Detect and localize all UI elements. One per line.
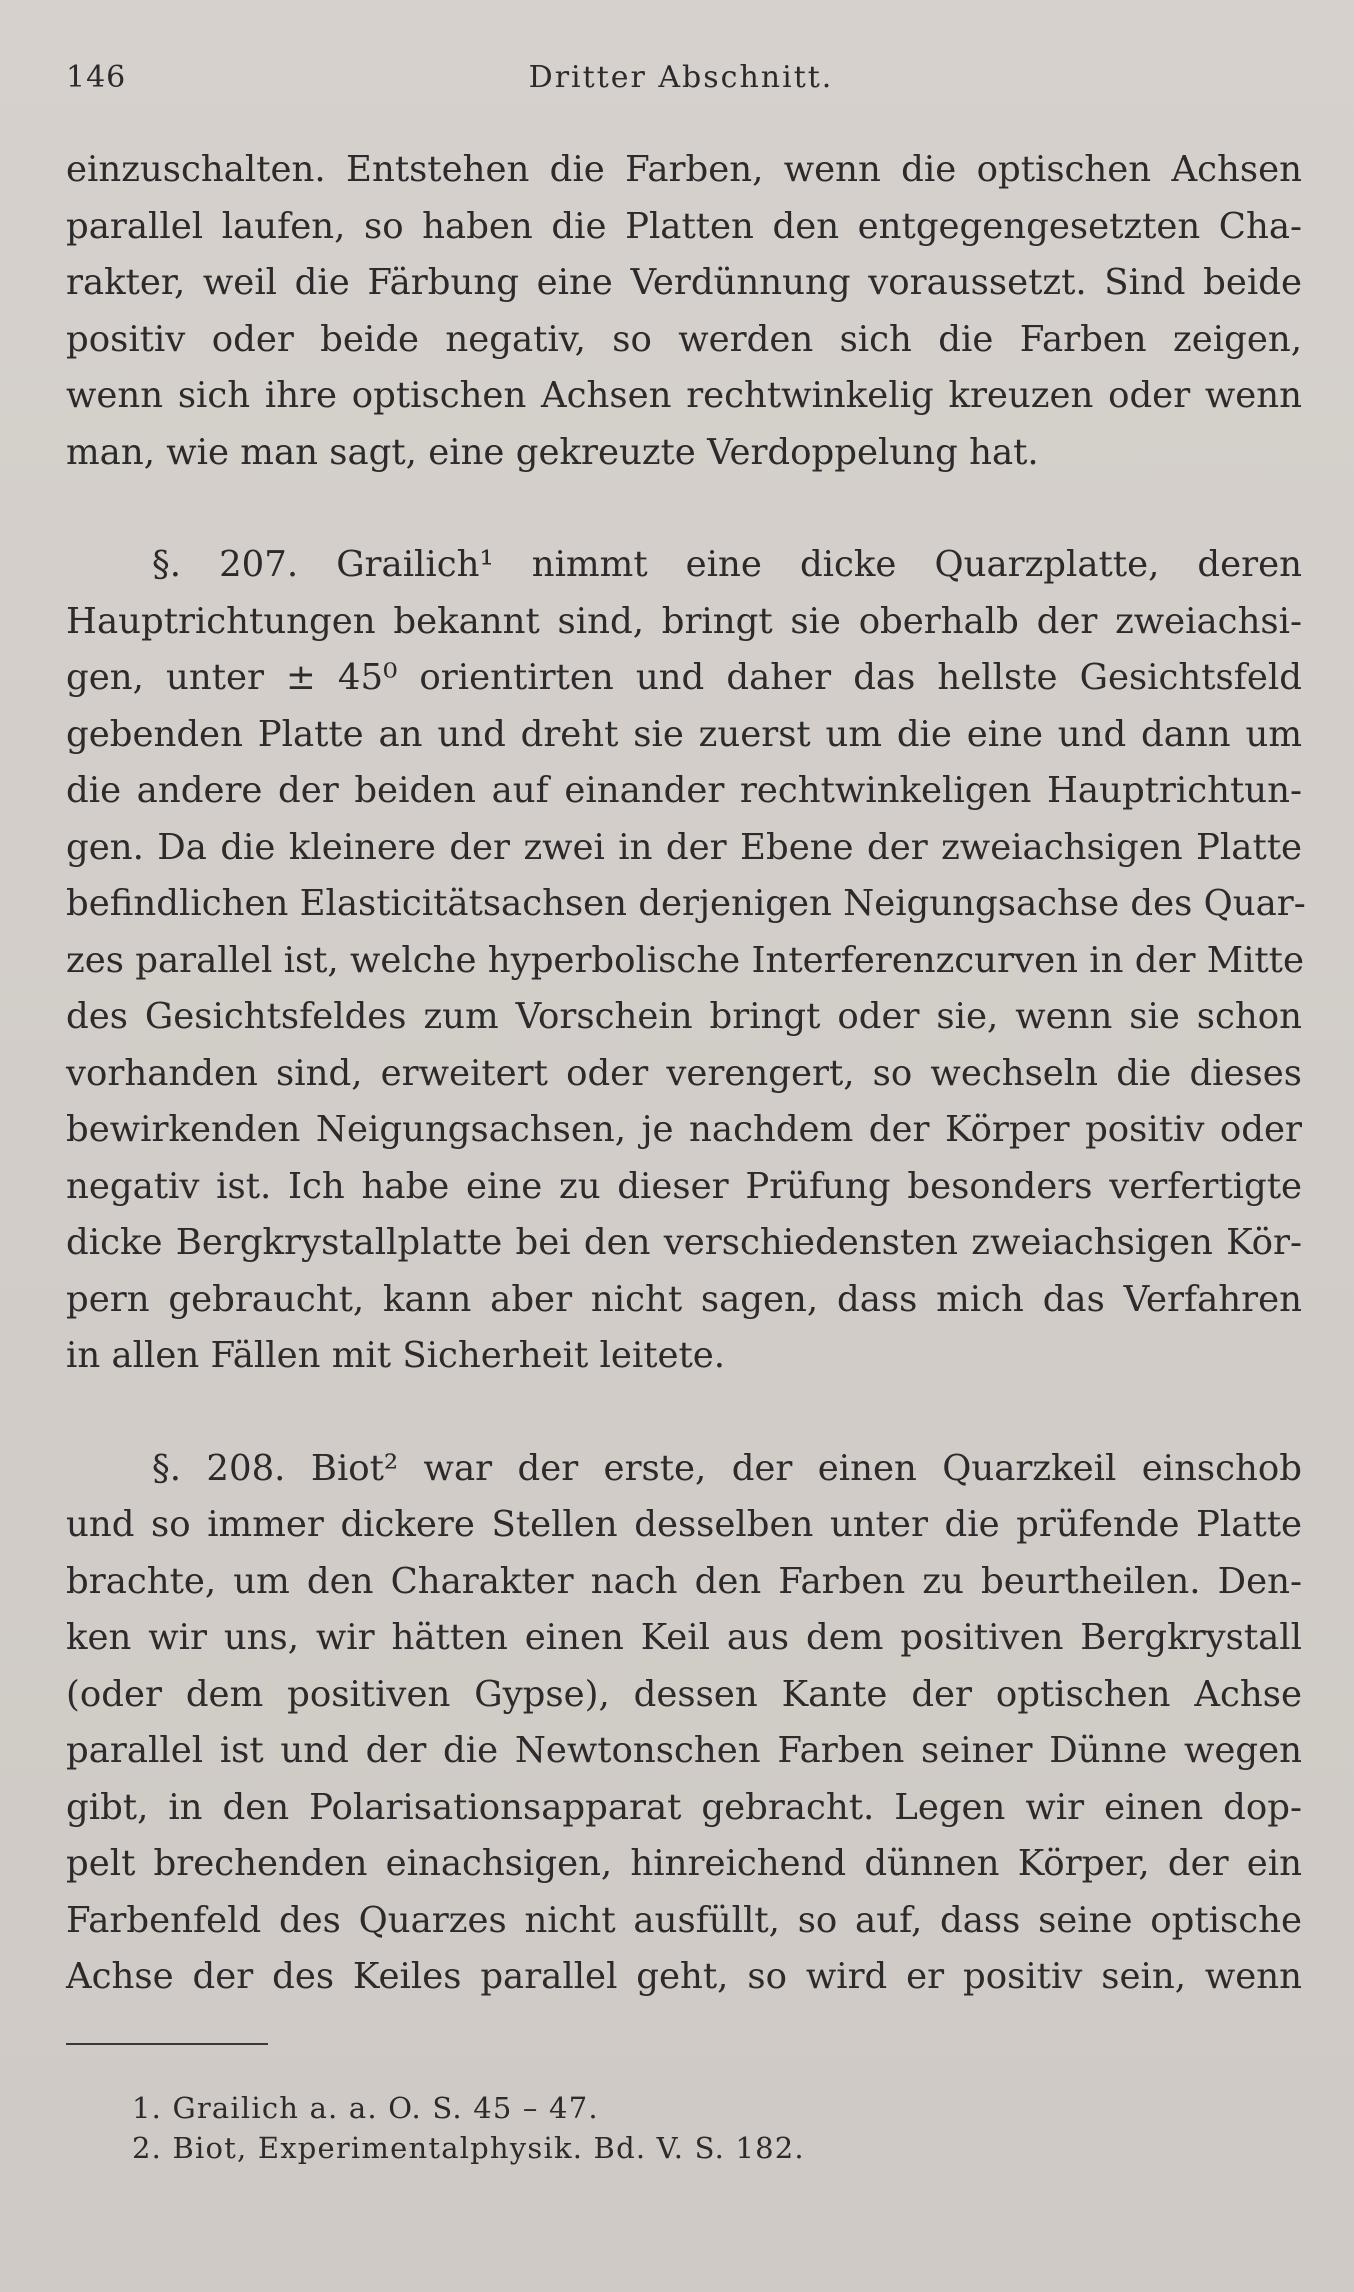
text-line: pern gebraucht, kann aber nicht sagen, dass mich das Verfahren	[66, 1278, 1302, 1320]
footnote-2: 2. Biot, Experimentalphysik. Bd. V. S. 182.	[132, 2131, 805, 2165]
text-line: ken wir uns, wir hätten einen Keil aus dem positiven Bergkrystall	[66, 1617, 1302, 1658]
paragraph-207	[66, 537, 1306, 1385]
text-line: gibt, in den Polarisationsapparat gebracht. Legen wir einen dop-	[66, 1786, 1302, 1828]
text-line: brachte, um den Charakter nach den Farben zu beurtheilen. Den-	[66, 1560, 1302, 1602]
text-line: gen, unter ± 45⁰ orientirten und daher das hellste Gesichtsfeld	[66, 657, 1302, 698]
text-line: Hauptrichtungen bekannt sind, bringt sie oberhalb der zweiachsi-	[66, 600, 1302, 642]
page-number: 146	[66, 60, 127, 95]
text-line: vorhanden sind, erweitert oder verengert, so wechseln die dieses	[66, 1052, 1302, 1094]
text-line: negativ ist. Ich habe eine zu dieser Prüfung besonders verfertigte	[66, 1165, 1302, 1207]
page-header	[66, 60, 1296, 104]
text-line: bewirkenden Neigungsachsen, je nachdem der Körper positiv oder	[66, 1109, 1302, 1150]
text-line: Farbenfeld des Quarzes nicht ausfüllt, so auf, dass seine optische	[66, 1899, 1302, 1941]
text-line: parallel laufen, so haben die Platten den entgegengesetzten Cha-	[66, 205, 1302, 247]
running-title: Dritter Abschnitt.	[528, 60, 834, 95]
paragraph-1	[66, 142, 1302, 481]
text-line: man, wie man sagt, eine gekreuzte Verdoppelung hat.	[66, 431, 1039, 473]
text-line: rakter, weil die Färbung eine Verdünnung voraussetzt. Sind beide	[66, 262, 1302, 303]
footnote-rule	[66, 2043, 268, 2045]
text-line: wenn sich ihre optischen Achsen rechtwinkelig kreuzen oder wenn	[66, 375, 1302, 416]
text-line: die andere der beiden auf einander rechtwinkeligen Hauptrichtun-	[66, 770, 1302, 811]
paragraph-208	[66, 1441, 1302, 2006]
text-line: und so immer dickere Stellen desselben unter die prüfende Platte	[66, 1504, 1302, 1545]
text-line: des Gesichtsfeldes zum Vorschein bringt oder sie, wenn sie schon	[66, 996, 1302, 1037]
text-line: positiv oder beide negativ, so werden sich die Farben zeigen,	[66, 318, 1302, 360]
text-line: gen. Da die kleinere der zwei in der Ebene der zweiachsigen Platte	[66, 826, 1302, 868]
text-line: pelt brechenden einachsigen, hinreichend dünnen Körper, der ein	[66, 1843, 1302, 1884]
text-line: in allen Fällen mit Sicherheit leitete.	[66, 1335, 726, 1376]
footnotes	[132, 2088, 805, 2168]
text-line: befindlichen Elasticitätsachsen derjenigen Neigungsachse des Quar-	[66, 883, 1306, 924]
footnote-1: 1. Grailich a. a. O. S. 45 – 47.	[132, 2091, 599, 2125]
text-line: dicke Bergkrystallplatte bei den verschiedensten zweiachsigen Kör-	[66, 1222, 1302, 1263]
text-line: zes parallel ist, welche hyperbolische Interferenzcurven in der Mitte	[66, 939, 1304, 981]
text-line: §. 208. Biot² war der erste, der einen Quarzkeil einschob	[152, 1447, 1302, 1489]
text-line: gebenden Platte an und dreht sie zuerst um die eine und dann um	[66, 713, 1302, 755]
text-line: §. 207. Grailich¹ nimmt eine dicke Quarzplatte, deren	[152, 544, 1302, 585]
text-line: (oder dem positiven Gypse), dessen Kante der optischen Achse	[66, 1673, 1302, 1715]
text-line: Achse der des Keiles parallel geht, so wird er positiv sein, wenn	[66, 1956, 1302, 1997]
text-line: parallel ist und der die Newtonschen Farben seiner Dünne wegen	[66, 1730, 1302, 1771]
text-line: einzuschalten. Entstehen die Farben, wenn die optischen Achsen	[66, 149, 1302, 190]
page-body	[66, 142, 1306, 2006]
